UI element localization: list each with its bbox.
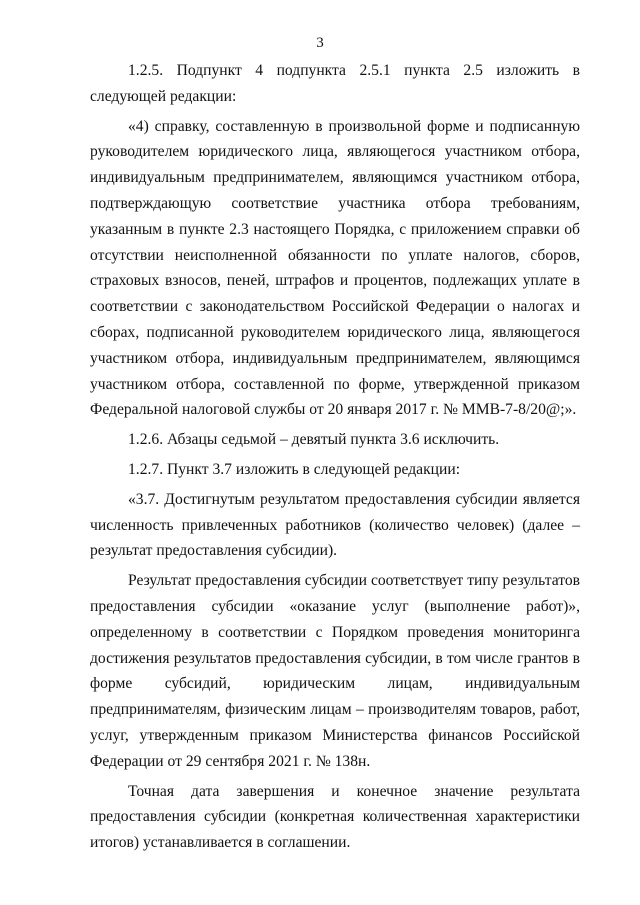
paragraph-3-7-text: «3.7. Достигнутым результатом предоставления субсидии является численность привлеченных работников (количество человек) (далее – результат предоставления субсидии). bbox=[90, 490, 580, 560]
document-body bbox=[90, 58, 580, 856]
paragraph-subitem-4-text: «4) справку, составленную в произвольной форме и подписанную руководителем юридического лица, являющегося участником отбора, индивидуальным предпринимателем, являющимся участником отбора, подтверждающую соответствие участника отбора требованиям, указанным в пункте 2.3 настоящего Порядка, с приложением справки об отсутствии неисполненной обязанности по уплате налогов, сборов, страховых взносов, пеней, штрафов и процентов, подлежащих уплате в соответствии с законодательством Российской Федерации о налогах и сборах, подписанной руководителем юридического лица, являющегося участником отбора, индивидуальным предпринимателем, являющимся участником отбора, составленной по форме, утвержденной приказом Федеральной налоговой службы от 20 января 2017 г. № ММВ-7-8/20@;». bbox=[90, 117, 580, 419]
paragraph-1-2-6: 1.2.6. Абзацы седьмой – девятый пункта 3.6 исключить. bbox=[128, 431, 500, 449]
paragraph-1-2-7: 1.2.7. Пункт 3.7 изложить в следующей редакции: bbox=[128, 460, 461, 478]
paragraph-result-type: Результат предоставления субсидии соответствует типу результатов предоставления субсидии «оказание услуг (выполнение работ)», определенному в соответствии с Порядком проведения мониторинга достижения результатов предоставления субсидии, в том числе грантов в форме субсидий, юридическим лицам, индивидуальным предпринимателям, физическим лицам – производителям товаров, работ, услуг, утвержденным приказом Министерства финансов Российской Федерации от 29 сентября 2021 г. № 138н. bbox=[90, 572, 580, 770]
paragraph-result-date: Точная дата завершения и конечное значение результата предоставления субсидии (конкретная количественная характеристики итогов) устанавливается в соглашении. bbox=[90, 782, 580, 852]
paragraph-1-2-5: 1.2.5. Подпункт 4 подпункта 2.5.1 пункта 2.5 изложить в следующей редакции: bbox=[90, 62, 580, 105]
page-number: 3 bbox=[316, 35, 324, 51]
